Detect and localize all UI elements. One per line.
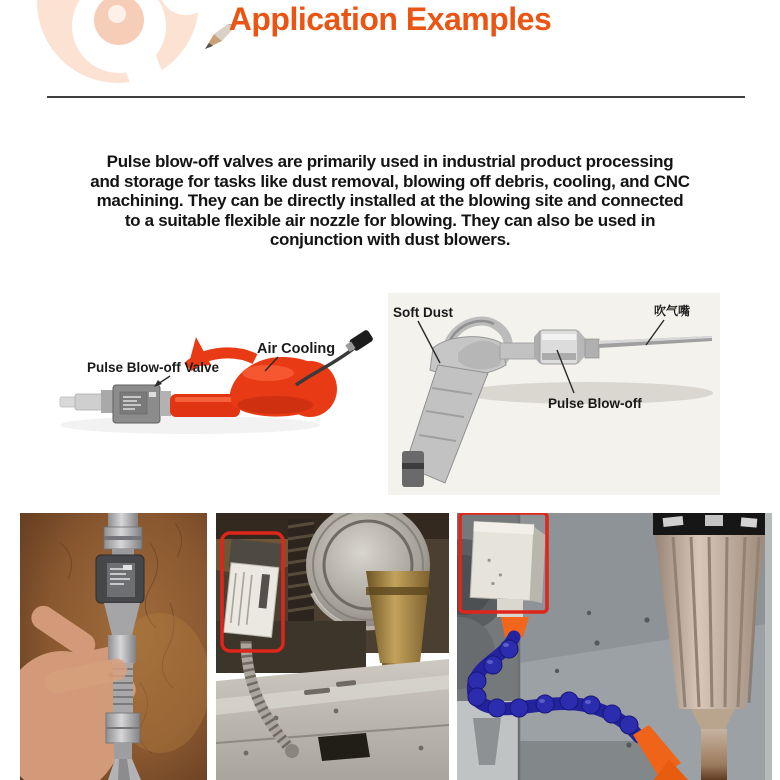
label-soft-dust: Soft Dust bbox=[393, 305, 453, 320]
intro-line: to a suitable flexible air nozzle for blowing. They can also be used in bbox=[124, 210, 656, 230]
intro-paragraph bbox=[0, 152, 780, 250]
photo-handheld-valve bbox=[20, 513, 207, 780]
intro-line: conjunction with dust blowers. bbox=[269, 230, 511, 250]
label-blow-nozzle-chinese: 吹气嘴 bbox=[654, 304, 691, 318]
diagram-red-air-gun bbox=[20, 293, 380, 495]
label-pulse-blow-off: Pulse Blow-off bbox=[548, 396, 642, 411]
shadow bbox=[60, 416, 320, 434]
label-pulse-blow-off-valve: Pulse Blow-off Valve bbox=[87, 360, 220, 375]
diagram-silver-dust-gun bbox=[388, 293, 720, 495]
photo-cnc-machine-valve bbox=[216, 513, 449, 780]
divider-line bbox=[47, 96, 745, 98]
intro-line: Pulse blow-off valves are primarily used in industrial product processing bbox=[106, 152, 674, 171]
leader-line bbox=[154, 376, 170, 387]
intro-line: machining. They can be directly installed at the blowing site and connected bbox=[96, 191, 684, 211]
label-air-cooling: Air Cooling bbox=[257, 341, 336, 357]
intro-line: and storage for tasks like dust removal, blowing off debris, cooling, and CNC bbox=[90, 171, 690, 191]
page-title: Application Examples bbox=[228, 1, 552, 37]
inlet-fittings bbox=[60, 390, 113, 413]
installed-valve bbox=[470, 521, 546, 603]
photo-flexible-nozzle bbox=[457, 513, 772, 780]
